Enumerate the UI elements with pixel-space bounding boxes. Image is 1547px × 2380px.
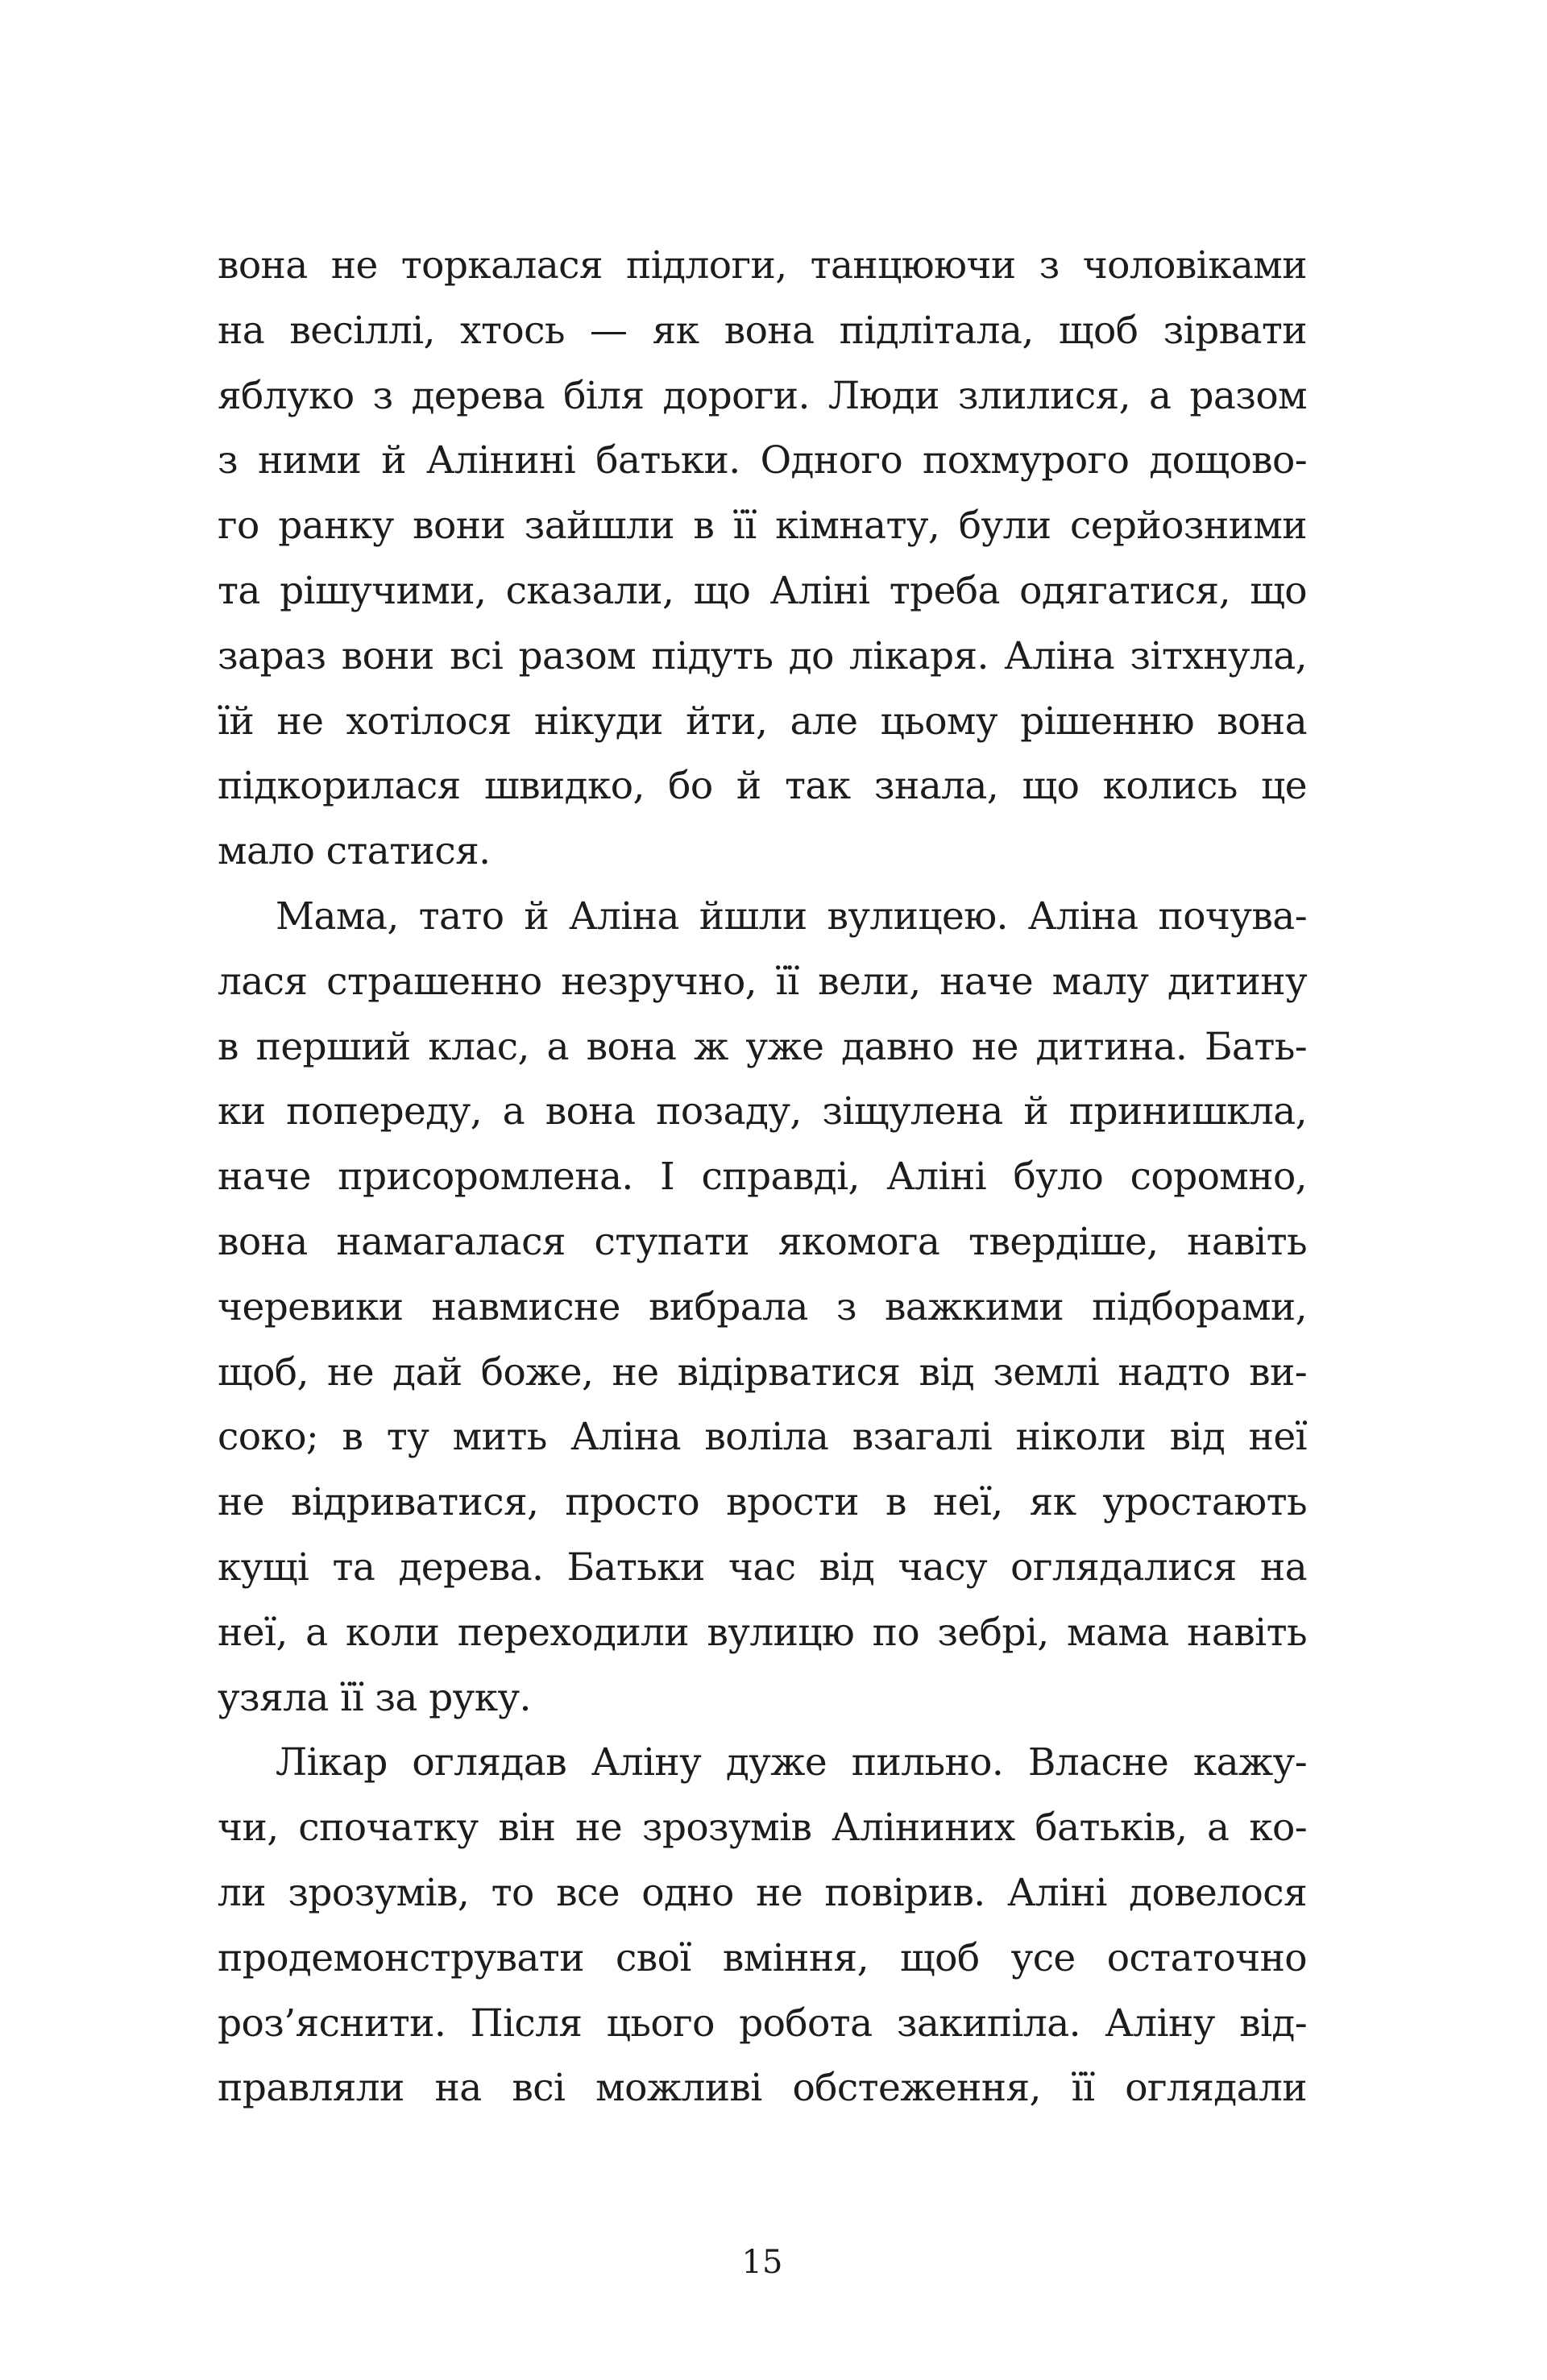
paragraph-2	[218, 885, 1307, 1731]
text-line: наче присоромлена. І справді, Аліні було соромно,	[218, 1155, 1307, 1200]
text-line: на весіллі, хтось — як вона підлітала, щоб зірвати	[218, 308, 1307, 353]
text-line: чи, спочатку він не зрозумів Аліниних батьків, а ко-	[218, 1806, 1307, 1851]
text-line: ки попереду, а вона позаду, зіщулена й принишкла,	[218, 1089, 1307, 1134]
paragraph-1	[218, 234, 1307, 885]
text-line: не відриватися, просто врости в неї, як уростають	[218, 1480, 1307, 1525]
text-line: та рішучими, сказали, що Аліні треба одягатися, що	[218, 568, 1307, 613]
text-line: правляли на всі можливі обстеження, її оглядали	[218, 2066, 1307, 2111]
text-line: зараз вони всі разом підуть до лікаря. Аліна зітхнула,	[218, 633, 1307, 678]
text-line: мало статися.	[218, 829, 491, 874]
text-line: соко; в ту мить Аліна воліла взагалі ніколи від неї	[218, 1415, 1307, 1460]
text-line: їй не хотілося нікуди йти, але цьому рішенню вона	[218, 699, 1307, 744]
paragraph-3	[218, 1731, 1307, 2121]
text-line: підкорилася швидко, бо й так знала, що колись це	[218, 764, 1307, 809]
body-text	[218, 234, 1307, 2121]
text-line: лася страшенно незручно, її вели, наче малу дитину	[218, 959, 1307, 1004]
text-line: в перший клас, а вона ж уже давно не дитина. Бать-	[218, 1024, 1307, 1069]
text-line: черевики навмисне вибрала з важкими підборами,	[218, 1284, 1307, 1329]
text-line: щоб, не дай боже, не відірватися від землі надто ви-	[218, 1350, 1307, 1395]
text-line: кущі та дерева. Батьки час від часу оглядалися на	[218, 1545, 1307, 1590]
page-number: 15	[741, 2244, 783, 2281]
text-line: го ранку вони зайшли в її кімнату, були серйозними	[218, 504, 1307, 549]
text-line: яблуко з дерева біля дороги. Люди злилися, а разом	[218, 373, 1307, 418]
text-line: ли зрозумів, то все одно не повірив. Аліні довелося	[218, 1870, 1307, 1915]
text-line: вона намагалася ступати якомога твердіше, навіть	[218, 1219, 1307, 1264]
text-line: роз’яснити. Після цього робота закипіла. Аліну від-	[218, 2001, 1307, 2046]
text-line: неї, а коли переходили вулицю по зебрі, мама навіть	[218, 1610, 1307, 1655]
text-line: з ними й Алінині батьки. Одного похмурого дощово-	[218, 438, 1307, 483]
text-line: вона не торкалася підлоги, танцюючи з чоловіками	[218, 243, 1307, 288]
text-line: продемонструвати свої вміння, щоб усе остаточно	[218, 1935, 1307, 1980]
text-line: Мама, тато й Аліна йшли вулицею. Аліна почува-	[276, 894, 1307, 939]
text-line: Лікар оглядав Аліну дуже пильно. Власне кажу-	[276, 1740, 1307, 1785]
text-line: узяла її за руку.	[218, 1675, 531, 1720]
